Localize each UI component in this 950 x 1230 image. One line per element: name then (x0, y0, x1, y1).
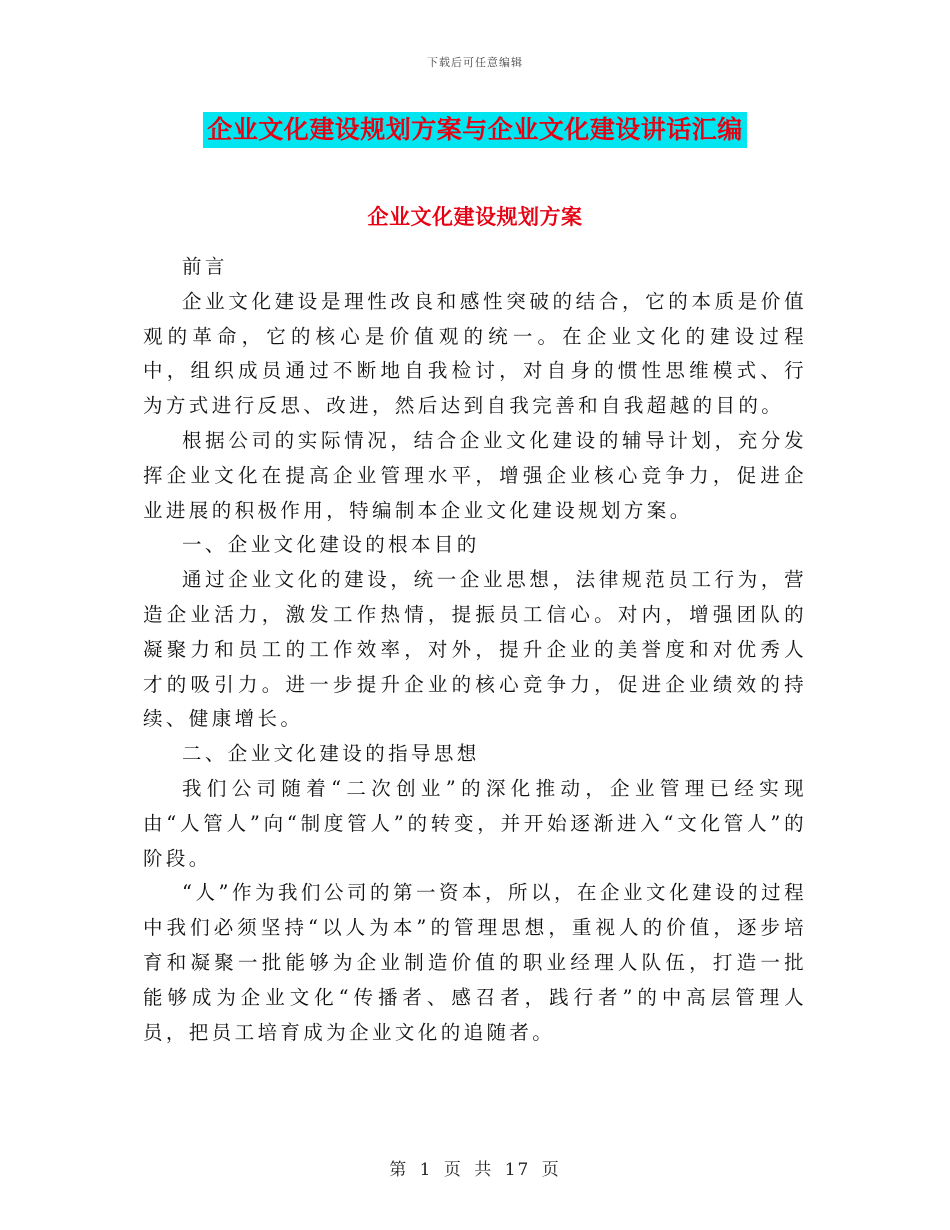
main-title: 企业文化建设规划方案与企业文化建设讲话汇编 (203, 112, 747, 148)
document-body (143, 250, 807, 1050)
paragraph-second-venture: 我们公司随着“二次创业”的深化推动，企业管理已经实现由“人管人”向“制度管人”的转变，并开始逐渐进入“文化管人”的阶段。 (143, 776, 807, 870)
paragraph-preface-heading: 前言 (182, 255, 228, 278)
section-title: 企业文化建设规划方案 (367, 204, 583, 229)
heading-guiding-ideology: 二、企业文化建设的指导思想 (182, 742, 480, 766)
paragraph-people-first: “人”作为我们公司的第一资本，所以，在企业文化建设的过程中我们必须坚持“以人为本”的管理思想，重视人的价值，逐步培育和凝聚一批能够为企业制造价值的职业经理人队伍，打造一批能够成为企业文化“传播者、感召者，践行者”的中高层管理人员，把员工培育成为企业文化的追随者。 (143, 881, 807, 1044)
main-title-container (0, 112, 950, 148)
heading-fundamental-purpose: 一、企业文化建设的根本目的 (182, 533, 480, 557)
paragraph-purpose: 通过企业文化的建设，统一企业思想，法律规范员工行为，营造企业活力，激发工作热情，提振员工信心。对内，增强团队的凝聚力和员工的工作效率，对外，提升企业的美誉度和对优秀人才的吸引力。进一步提升企业的核心竞争力，促进企业绩效的持续、健康增长。 (143, 568, 807, 731)
header-note: 下载后可任意编辑 (427, 56, 523, 69)
paragraph-intro: 企业文化建设是理性改良和感性突破的结合，它的本质是价值观的革命，它的核心是价值观的统一。在企业文化的建设过程中，组织成员通过不断地自我检讨，对自身的惯性思维模式、行为方式进行反思、改进，然后达到自我完善和自我超越的目的。 (143, 289, 807, 418)
page-number-footer: 第 1 页 共 17 页 (389, 1160, 561, 1180)
paragraph-background: 根据公司的实际情况，结合企业文化建设的辅导计划，充分发挥企业文化在提高企业管理水平，增强企业核心竞争力，促进企业进展的积极作用，特编制本企业文化建设规划方案。 (143, 428, 807, 522)
